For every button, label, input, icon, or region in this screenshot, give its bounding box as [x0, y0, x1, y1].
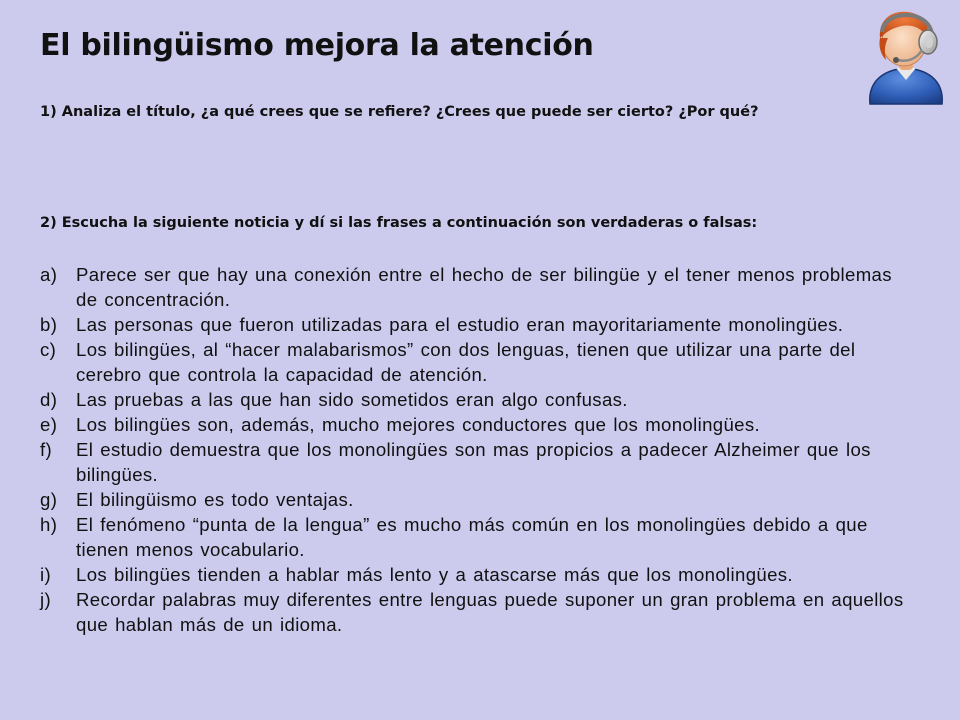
list-item — [40, 587, 910, 637]
list-marker: b) — [40, 314, 58, 335]
list-item — [40, 487, 910, 512]
list-item — [40, 387, 910, 412]
list-item-text: Los bilingües, al “hacer malabarismos” con dos lenguas, tienen que utilizar una parte del cerebro que controla la capacidad de atención. — [76, 339, 856, 385]
list-marker: i) — [40, 564, 52, 585]
list-marker: d) — [40, 389, 58, 410]
list-item — [40, 562, 910, 587]
list-marker: h) — [40, 514, 58, 535]
list-item — [40, 512, 910, 562]
list-marker: f) — [40, 439, 53, 460]
list-item — [40, 262, 910, 312]
question-2: 2) Escucha la siguiente noticia y dí si las frases a continuación son verdaderas o falsas: — [40, 215, 758, 231]
list-item-text: Parece ser que hay una conexión entre el hecho de ser bilingüe y el tener menos problemas de concentración. — [76, 264, 892, 310]
list-item — [40, 437, 910, 487]
list-item-text: Las personas que fueron utilizadas para el estudio eran mayoritariamente monolingües. — [76, 314, 844, 335]
list-item-text: Recordar palabras muy diferentes entre lenguas puede suponer un gran problema en aquellos que hablan más de un idioma. — [76, 589, 904, 635]
list-item — [40, 412, 910, 437]
list-marker: c) — [40, 339, 57, 360]
list-marker: e) — [40, 414, 58, 435]
list-item-text: Los bilingües tienden a hablar más lento y a atascarse más que los monolingües. — [76, 564, 793, 585]
question-1: 1) Analiza el título, ¿a qué crees que se refiere? ¿Crees que puede ser cierto? ¿Por qué? — [40, 104, 759, 120]
list-item-text: El bilingüismo es todo ventajas. — [76, 489, 354, 510]
list-item — [40, 337, 910, 387]
list-item-text: Las pruebas a las que han sido sometidos eran algo confusas. — [76, 389, 628, 410]
list-item-text: Los bilingües son, además, mucho mejores conductores que los monolingües. — [76, 414, 761, 435]
list-item-text: El estudio demuestra que los monolingües son mas propicios a padecer Alzheimer que los bilingües. — [76, 439, 871, 485]
slide-title: El bilingüismo mejora la atención — [40, 28, 594, 63]
list-marker: a) — [40, 264, 58, 285]
statements-list — [40, 262, 910, 637]
list-marker: g) — [40, 489, 58, 510]
list-item-text: El fenómeno “punta de la lengua” es mucho más común en los monolingües debido a que tienen menos vocabulario. — [76, 514, 868, 560]
headset-user-icon — [858, 4, 954, 108]
list-item — [40, 312, 910, 337]
list-marker: j) — [40, 589, 52, 610]
